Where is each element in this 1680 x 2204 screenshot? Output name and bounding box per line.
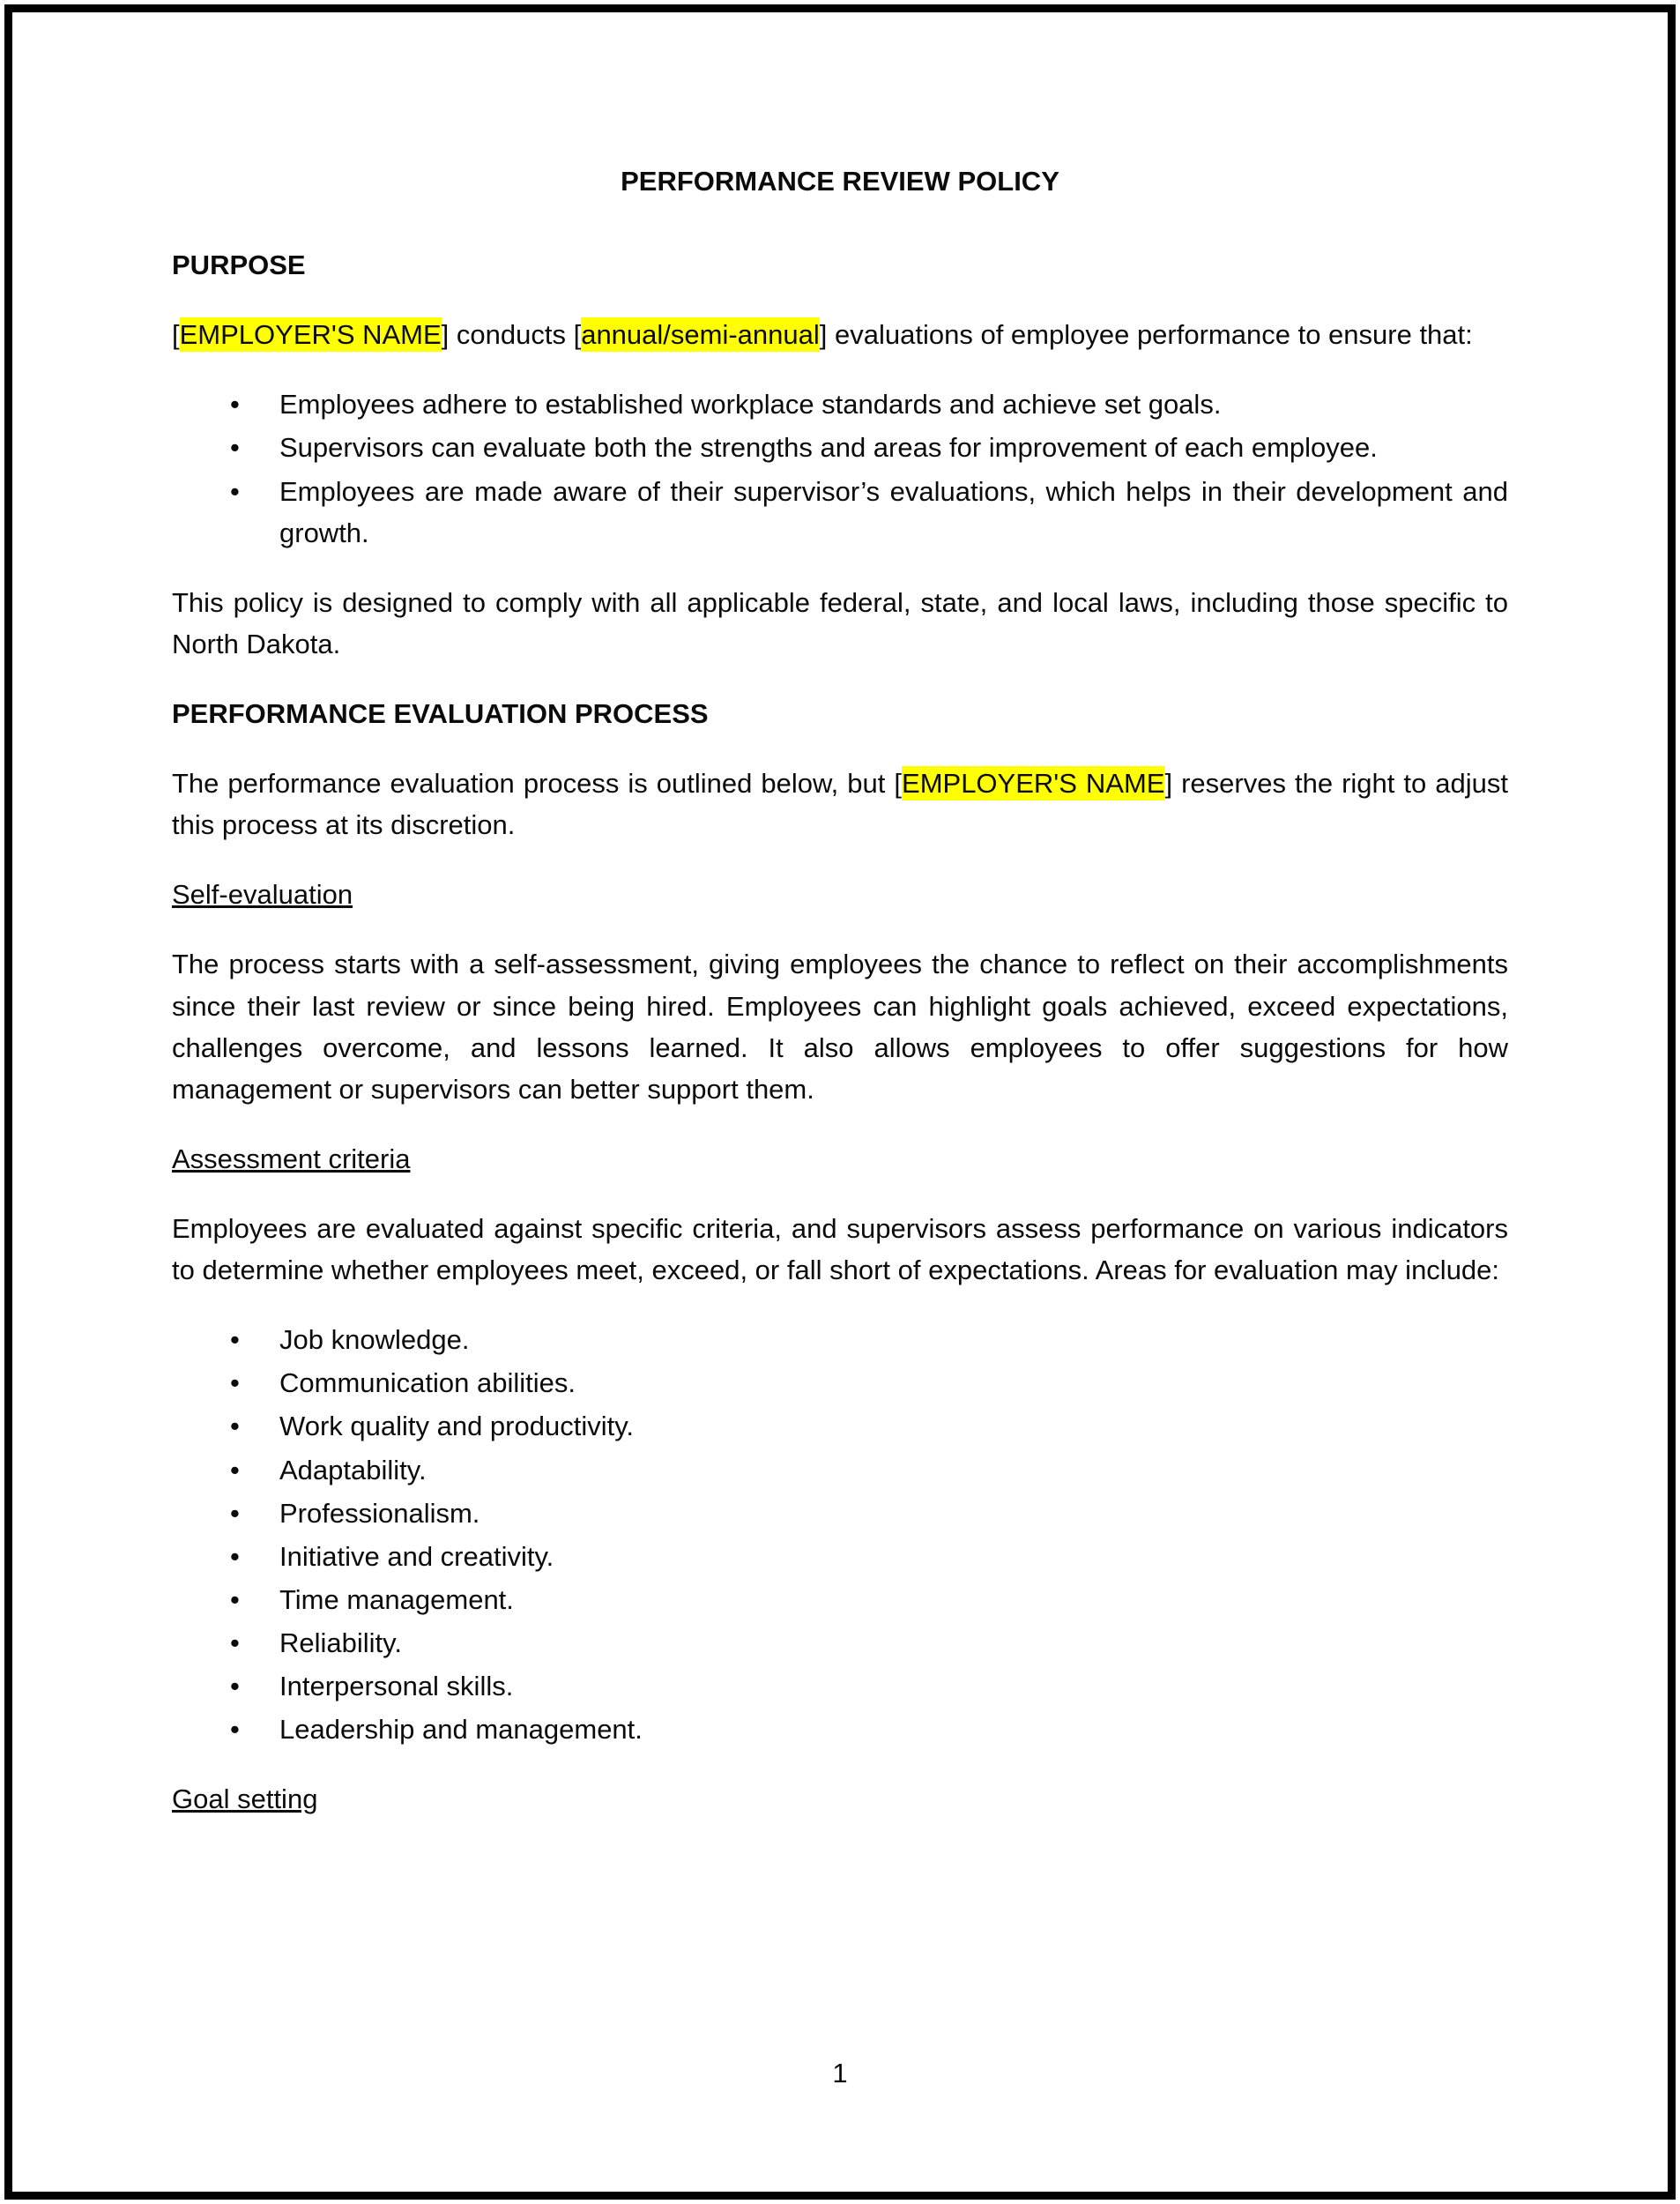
bullet-item: • Communication abilities. <box>172 1362 1508 1404</box>
goal-setting-heading: Goal setting <box>172 1783 318 1815</box>
compliance-paragraph: This policy is designed to comply with all applicable federal, state, and local laws, including those specific to North Dakota. <box>172 586 1508 659</box>
purpose-intro-mid: ] conducts [ <box>441 319 582 351</box>
purpose-intro-pre: [ <box>172 319 180 351</box>
bullet-item: • Reliability. <box>172 1622 1508 1664</box>
assessment-criteria-paragraph: Employees are evaluated against specific criteria, and supervisors assess performance on various indicators to determine whether employees meet, exceed, or fall short of expectations. Areas for evaluation may include: <box>172 1212 1508 1286</box>
employer-name-highlight: EMPLOYER'S NAME <box>179 319 442 351</box>
self-evaluation-paragraph: The process starts with a self-assessment, giving employees the chance to reflect on their accomplishments since their last review or since being hired. Employees can highlight goals achieved, exceed expectations, challenges overcome, and lessons learned. It also allows employees to offer suggestions for how management or supervisors can better support them. <box>172 949 1508 1105</box>
process-intro-paragraph <box>172 763 1508 845</box>
section-purpose <box>172 244 1508 665</box>
bullet-item: • Employees are made aware of their supervisor’s evaluations, which helps in their development and growth. <box>172 471 1508 554</box>
doc-title: PERFORMANCE REVIEW POLICY <box>621 166 1059 197</box>
section-evaluation-process <box>172 693 1508 1820</box>
bullet-item: • Job knowledge. <box>172 1319 1508 1360</box>
bullet-item: • Work quality and productivity. <box>172 1405 1508 1447</box>
purpose-intro-post: ] evaluations of employee performance to ensure that: <box>819 319 1473 351</box>
bullet-item: • Professionalism. <box>172 1493 1508 1534</box>
document-body <box>172 160 1508 1848</box>
employer-name-highlight: EMPLOYER'S NAME <box>902 768 1165 800</box>
process-intro-post: ] reserves the right to adjust this process at its discretion. <box>172 768 1508 841</box>
frequency-highlight: annual/semi-annual <box>581 319 820 351</box>
bullet-item: • Interpersonal skills. <box>172 1665 1508 1707</box>
purpose-bullet-list <box>172 383 1508 553</box>
bullet-item: • Supervisors can evaluate both the strengths and areas for improvement of each employee. <box>172 427 1508 468</box>
purpose-heading: PURPOSE <box>172 249 306 281</box>
bullet-item: • Initiative and creativity. <box>172 1536 1508 1577</box>
self-evaluation-heading: Self-evaluation <box>172 879 353 911</box>
process-intro-pre: The performance evaluation process is outlined below, but [ <box>172 768 903 800</box>
bullet-item: • Employees adhere to established workplace standards and achieve set goals. <box>172 383 1508 425</box>
bullet-item: • Leadership and management. <box>172 1709 1508 1750</box>
bullet-item: • Time management. <box>172 1579 1508 1620</box>
purpose-intro-paragraph <box>172 314 1508 355</box>
criteria-bullet-list <box>172 1319 1508 1750</box>
bullet-item: • Adaptability. <box>172 1449 1508 1491</box>
assessment-criteria-heading: Assessment criteria <box>172 1143 411 1174</box>
process-heading: PERFORMANCE EVALUATION PROCESS <box>172 697 709 729</box>
page-number: 1 <box>832 2058 848 2089</box>
